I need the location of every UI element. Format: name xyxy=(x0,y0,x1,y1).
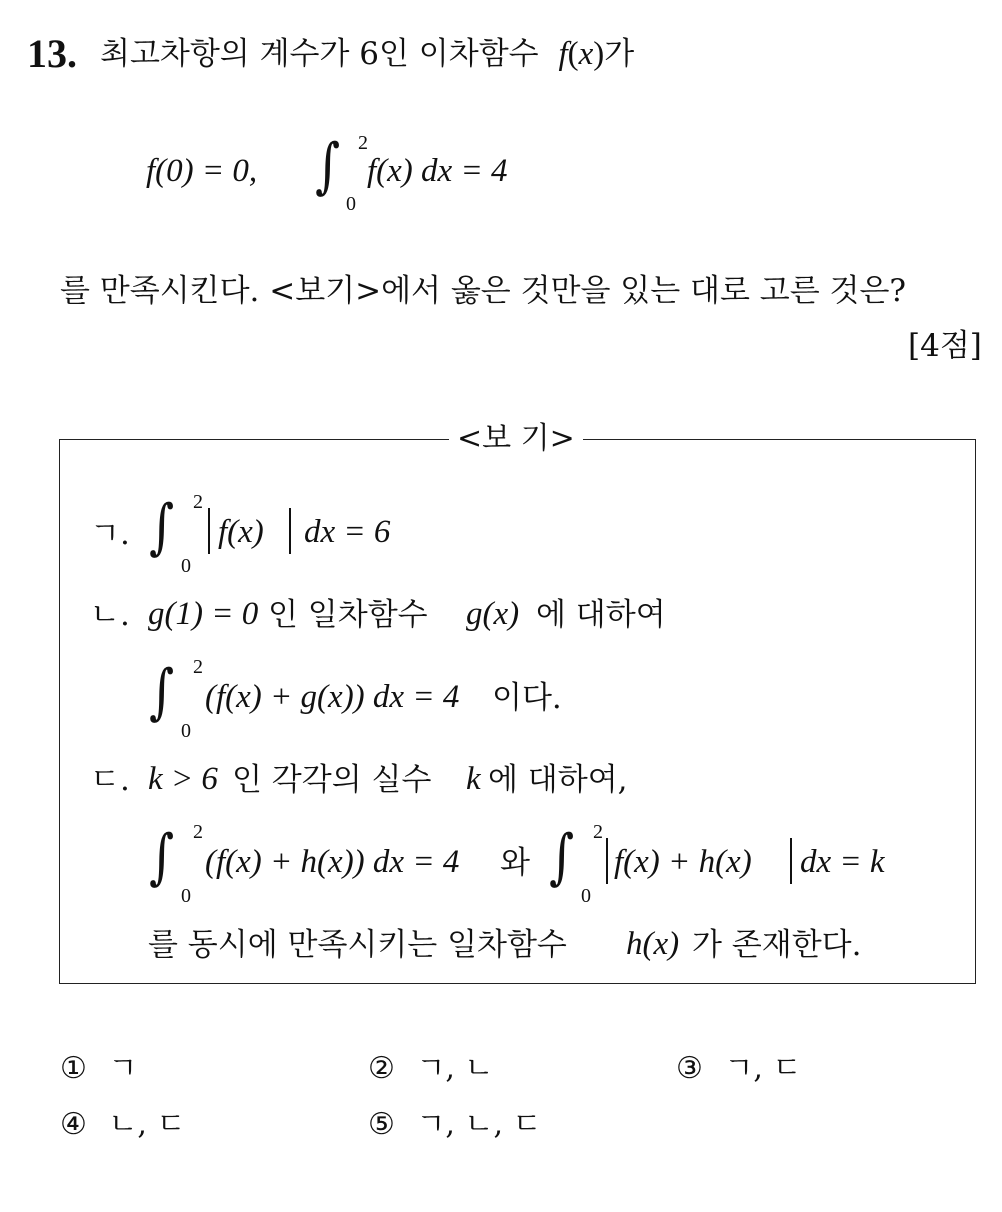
integral-upper: 2 xyxy=(193,821,203,843)
item-a-label: ㄱ. xyxy=(90,516,130,552)
abs-bar-right xyxy=(289,508,291,554)
item-c-text2: 에 대하여, xyxy=(488,762,628,798)
item-c-tail: dx = k xyxy=(800,844,885,880)
item-c-line3-text2: 가 존재한다. xyxy=(692,927,862,963)
integral-upper: 2 xyxy=(358,132,368,154)
bogi-title: <보 기> xyxy=(449,424,583,454)
item-c-math2: k xyxy=(466,761,481,797)
integral-lower: 0 xyxy=(181,885,191,907)
choice-5[interactable] xyxy=(368,1107,542,1142)
item-c-text: 인 각각의 실수 xyxy=(232,762,432,798)
choice-3-text: ㄱ, ㄷ xyxy=(724,1051,802,1086)
choice-4-text: ㄴ, ㄷ xyxy=(108,1107,186,1142)
integral-lower: 0 xyxy=(181,720,191,742)
stem-x: x xyxy=(578,36,594,72)
item-b-text: 인 일차함수 xyxy=(268,597,428,633)
integral-lower: 0 xyxy=(581,885,591,907)
item-c-line3-text1: 를 동시에 만족시키는 일차함수 xyxy=(148,927,567,963)
item-c-math: k > 6 xyxy=(148,761,218,797)
integral-upper: 2 xyxy=(193,656,203,678)
choice-1-text: ㄱ xyxy=(108,1051,138,1086)
stem-f: f xyxy=(558,36,568,72)
item-b-tail: 이다. xyxy=(492,680,562,716)
condition-f0: f(0) = 0, xyxy=(146,153,258,189)
condition-integral: f(x) dx = 4 xyxy=(367,153,508,189)
item-b-math2: g(x) xyxy=(466,596,520,632)
choice-1[interactable] xyxy=(60,1051,138,1086)
points-label: [4점] xyxy=(908,328,982,364)
item-c-label: ㄷ. xyxy=(90,762,130,798)
item-a-tail: dx = 6 xyxy=(304,514,391,550)
question-stem: 최고차항의 계수가 6인 이차함수 f(x)가 xyxy=(100,36,635,72)
integral-sign: ∫ xyxy=(149,657,175,727)
item-c-join: 와 xyxy=(500,845,530,881)
choice-4-num: ④ xyxy=(60,1107,87,1142)
stem-text: 최고차항의 계수가 6인 이차함수 xyxy=(100,36,539,72)
abs-bar-right xyxy=(790,838,792,884)
abs-bar-left xyxy=(208,508,210,554)
item-c-line3-math: h(x) xyxy=(626,926,680,962)
item-b-label: ㄴ. xyxy=(90,597,130,633)
question-number: 13. xyxy=(27,31,77,76)
integral-sign: ∫ xyxy=(149,492,175,562)
choice-4[interactable] xyxy=(60,1107,186,1142)
stem-suffix: 가 xyxy=(604,36,635,72)
choice-2-num: ② xyxy=(368,1051,395,1086)
item-b-math: g(1) = 0 xyxy=(148,596,259,632)
item-b-text2: 에 대하여 xyxy=(536,597,666,633)
integral-lower: 0 xyxy=(346,193,356,215)
choice-3[interactable] xyxy=(676,1051,802,1086)
integral-sign: ∫ xyxy=(149,822,175,892)
integral-lower: 0 xyxy=(181,555,191,577)
integral-sign: ∫ xyxy=(549,822,575,892)
choice-5-text: ㄱ, ㄴ, ㄷ xyxy=(416,1107,542,1142)
integral-sign: ∫ xyxy=(315,131,341,201)
integral-upper: 2 xyxy=(193,491,203,513)
instruction-text: 를 만족시킨다. <보기>에서 옳은 것만을 있는 대로 고른 것은? xyxy=(60,273,907,309)
item-c-integral1: (f(x) + h(x)) dx = 4 xyxy=(205,844,460,880)
abs-bar-left xyxy=(606,838,608,884)
item-b-integral: (f(x) + g(x)) dx = 4 xyxy=(205,679,460,715)
choice-1-num: ① xyxy=(60,1051,87,1086)
choice-5-num: ⑤ xyxy=(368,1107,395,1142)
item-c-abs-expr: f(x) + h(x) xyxy=(614,844,752,880)
choice-3-num: ③ xyxy=(676,1051,703,1086)
item-a-expr: f(x) xyxy=(218,514,264,550)
choice-2[interactable] xyxy=(368,1051,494,1086)
integral-upper: 2 xyxy=(593,821,603,843)
choice-2-text: ㄱ, ㄴ xyxy=(416,1051,494,1086)
